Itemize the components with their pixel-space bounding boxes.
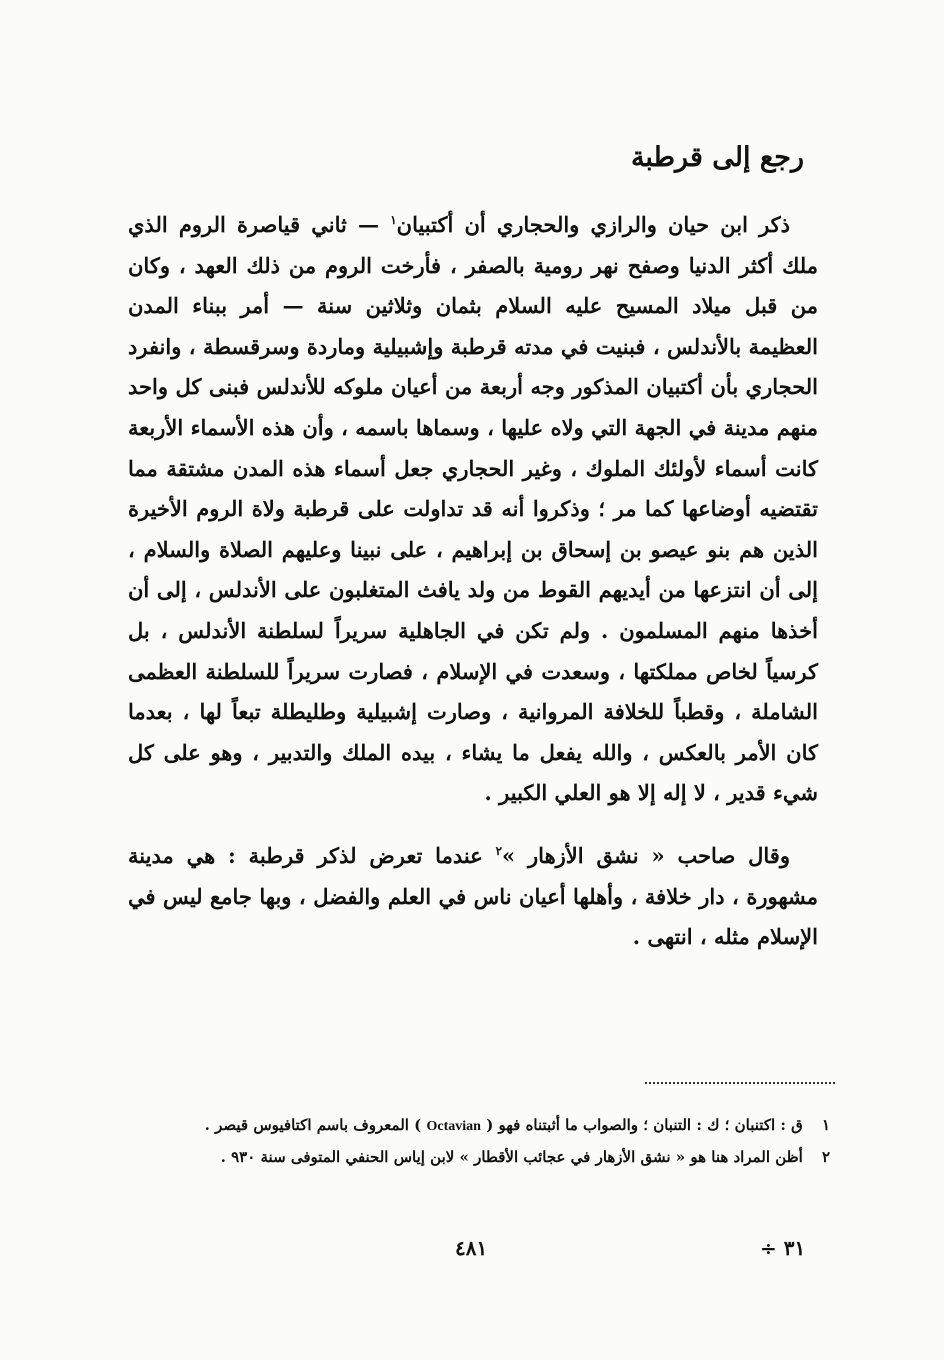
footnote-1-text-a: ق : اكتنبان ؛ ك : التنبان ؛ والصواب ما أثبتناه فهو ( [486, 1116, 803, 1134]
paragraph-1-part-a: ذكر ابن حيان والرازي والحجاري أن أكتبيان [396, 212, 791, 237]
footnote-2-number: ٢ [821, 1148, 830, 1166]
paragraph-2 [128, 836, 818, 958]
footnote-ref-2: ٢ [495, 843, 503, 858]
signature-mark: ٣١ ÷ [760, 1236, 806, 1260]
paragraph-2-part-b: عندما تعرض لذكر قرطبة : هي مدينة مشهورة ، دار خلافة ، وأهلها أعيان ناس في العلم والفضل ، وبها جامع ليس في الإسلام مثله ، انتهى . [128, 842, 818, 950]
section-heading: رجع إلى قرطبة [630, 142, 804, 173]
footnote-2-text: أظن المراد هنا هو « نشق الأزهار في عجائب الأقطار » لابن إياس الحنفي المتوفى سنة ٩٣٠ . [220, 1148, 803, 1166]
footnote-1-number: ١ [821, 1116, 830, 1134]
footnote-2 [140, 1144, 830, 1171]
footnote-1 [140, 1112, 830, 1140]
footnote-separator [645, 1082, 835, 1084]
footnote-1-text-b: ) المعروف باسم اكتافيوس قيصر . [204, 1116, 422, 1134]
paragraph-1-part-b: — ثاني قياصرة الروم الذي ملك أكثر الدنيا وصفح نهر رومية بالصفر ، فأرخت الروم من ذلك العهد ، وكان من قبل ميلاد المسيح عليه السلام بثمان وثلاثين سنة — أمر ببناء المدن العظيمة بالأندلس ، فبنيت في مدته قرطبة وإشبيلية وماردة وسرقسطة ، وانفرد الحجاري بأن أكتبيان المذكور وجه أربعة من أعيان ملوكه للأندلس فبنى كل واحد منهم مدينة في الجهة التي ولاه عليها ، وسماها باسمه ، وأن هذه الأسماء الأربعة كانت أسماء لأولئك الملوك ، وغير الحجاري جعل أسماء هذه المدن مشتقة مما تقتضيه أوضاعها كما مر ؛ وذكروا أنه قد تداولت على قرطبة ولاة الروم الأخيرة الذين هم بنو عيصو بن إسحاق بن إبراهيم ، على نبينا وعليهم الصلاة والسلام ، إلى أن انتزعها من أيديهم القوط من ولد يافث المتغلبون على الأندلس ، إلى أن أخذها منهم المسلمون . ولم تكن في الجاهلية سريراً لسلطنة الأندلس ، بل كرسياً لخاص مملكتها ، وسعدت في الإسلام ، فصارت سريراً للسلطنة العظمى الشاملة ، وقطباً للخلافة المروانية ، وصارت إشبيلية وطليطلة تبعاً لها ، بعدما كان الأمر بالعكس ، والله يفعل ما يشاء ، بيده الملك والتدبير ، وهو على كل شيء قدير ، لا إله إلا هو العلي الكبير . [128, 212, 818, 806]
body-text [128, 205, 818, 958]
footnote-1-latin: Octavian [426, 1119, 481, 1134]
page-number: ٤٨١ [455, 1236, 488, 1260]
paragraph-2-part-a: وقال صاحب « نشق الأزهار » [502, 842, 790, 868]
paragraph-1 [128, 205, 818, 814]
footnotes [140, 1112, 830, 1175]
footnote-ref-1: ١ [390, 213, 397, 227]
